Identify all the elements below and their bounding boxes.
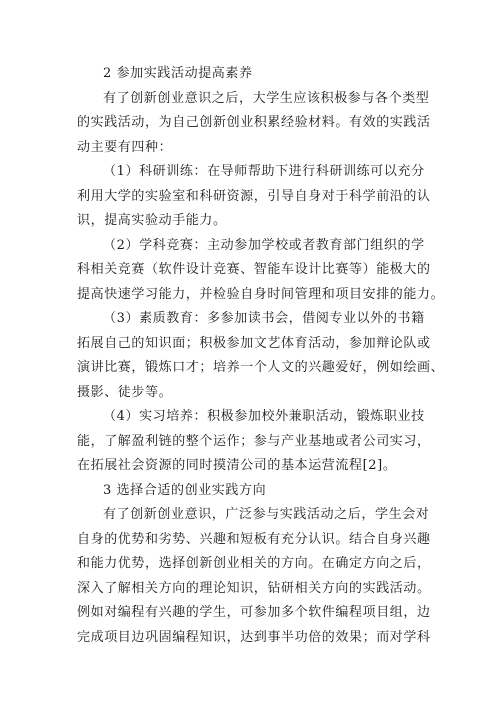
text-line: 完成项目边巩固编程知识，达到事半功倍的效果；而对学科: [77, 629, 431, 645]
text-line: 例如对编程有兴趣的学生，可参加多个软件编程项目组，边: [77, 605, 431, 620]
text-line: 科相关竞赛（软件设计竞赛、智能车设计比赛等）能极大的: [77, 262, 431, 277]
text-line: 深入了解相关方向的理论知识，钻研相关方向的实践活动。: [77, 580, 431, 596]
text-line: 演讲比赛，锻炼口才；培养一个人文的兴趣爱好，例如绘画、: [77, 360, 445, 375]
section-heading: 3 选择合适的创业实践方向: [103, 482, 267, 498]
text-line: 摄影、徒步等。: [77, 384, 173, 400]
text-line: （1）科研训练：在导师帮助下进行科研训练可以充分: [103, 164, 425, 179]
text-line: 能，了解盈利链的整个运作；参与产业基地或者公司实习，: [77, 433, 431, 449]
document-body: [77, 62, 445, 650]
text-line: 提高快速学习能力，并检验自身时间管理和项目安排的能力。: [77, 286, 445, 302]
paragraph: [77, 87, 431, 161]
text-line: 在拓展社会资源的同时摸清公司的基本运营流程[2]。: [77, 458, 397, 473]
text-line: 利用大学的实验室和科研资源，引导自身对于科学前沿的认: [77, 188, 431, 204]
paragraph: [77, 160, 431, 234]
text-line: 有了创新创业意识，广泛参与实践活动之后，学生会对: [103, 507, 430, 522]
paragraph: [77, 307, 445, 405]
text-line: 和能力优势，选择创新创业相关的方向。在确定方向之后，: [77, 556, 431, 571]
text-line: 识，提高实验动手能力。: [77, 213, 227, 228]
paragraph: [77, 405, 431, 479]
paragraph: [77, 503, 431, 650]
text-line: 动主要有四种：: [77, 139, 173, 155]
text-line: 拓展自己的知识面；积极参加文艺体育活动，参加辩论队或: [77, 335, 431, 351]
text-line: 有了创新创业意识之后，大学生应该积极参与各个类型: [103, 90, 430, 106]
text-line: （3）素质教育：多参加读书会，借阅专业以外的书籍: [103, 311, 425, 326]
text-line: （2）学科竞赛：主动参加学校或者教育部门组织的学: [103, 237, 425, 253]
text-line: 自身的优势和劣势、兴趣和短板有充分认识。结合自身兴趣: [77, 531, 431, 547]
text-line: 的实践活动，为自己创新创业积累经验材料。有效的实践活: [77, 115, 431, 130]
section-heading: 2 参加实践活动提高素养: [103, 66, 253, 81]
text-line: （4）实习培养：积极参加校外兼职活动，锻炼职业技: [103, 409, 425, 424]
paragraph: [77, 234, 445, 308]
